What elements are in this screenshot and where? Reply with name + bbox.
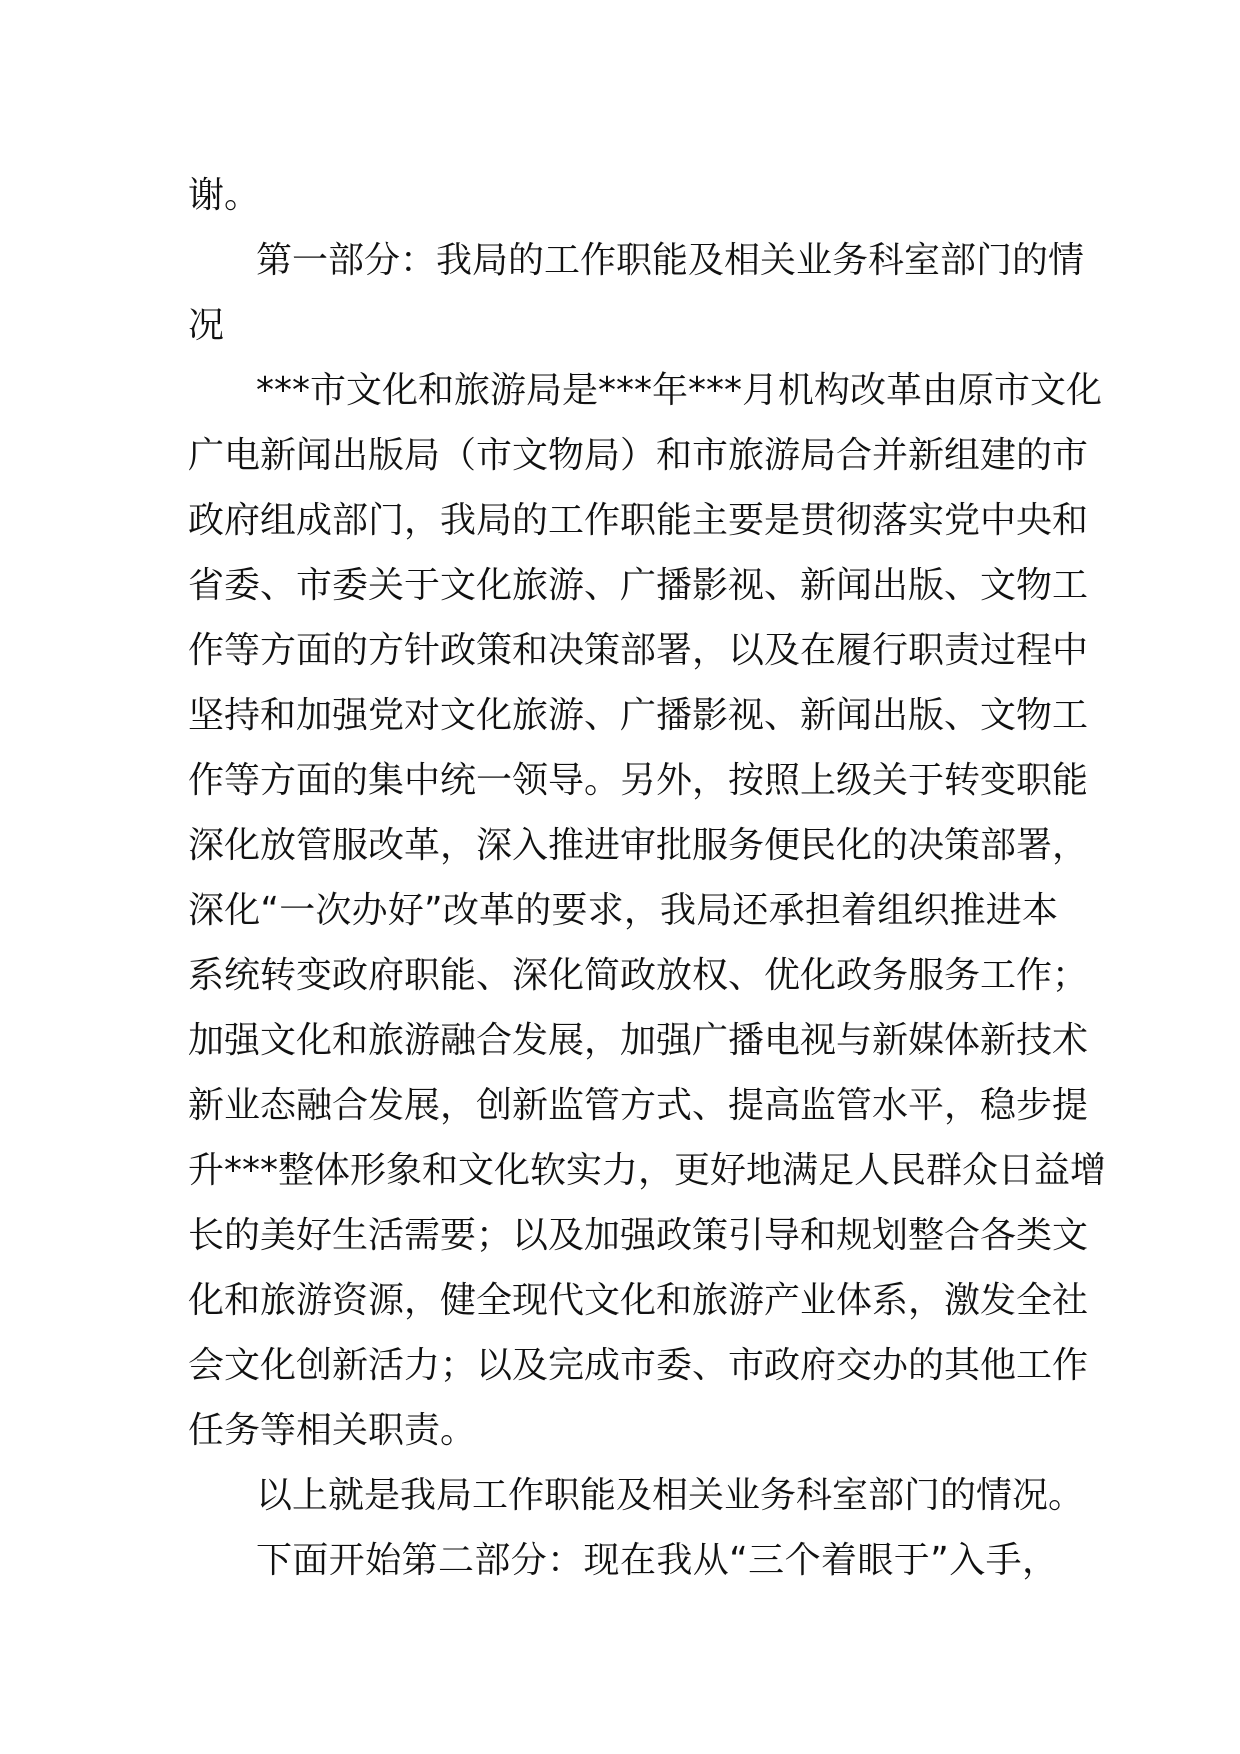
text-line: 升***整体形象和文化软实力，更好地满足人民群众日益增	[188, 1150, 1107, 1191]
text-line: 系统转变政府职能、深化简政放权、优化政务服务工作；	[188, 955, 1089, 996]
text-line: 深化“一次办好”改革的要求，我局还承担着组织推进本	[188, 890, 1058, 931]
text-line: 化和旅游资源，健全现代文化和旅游产业体系，激发全社	[188, 1280, 1089, 1321]
text-line: 下面开始第二部分：现在我从“三个着眼于”入手，	[256, 1540, 1058, 1581]
text-line: 新业态融合发展，创新监管方式、提高监管水平，稳步提	[188, 1085, 1089, 1126]
text-line: 长的美好生活需要；以及加强政策引导和规划整合各类文	[188, 1215, 1089, 1256]
text-line: 政府组成部门，我局的工作职能主要是贯彻落实党中央和	[188, 500, 1089, 541]
text-line: 坚持和加强党对文化旅游、广播影视、新闻出版、文物工	[188, 695, 1089, 736]
text-line: ***市文化和旅游局是***年***月机构改革由原市文化	[256, 370, 1103, 411]
text-line: 任务等相关职责。	[188, 1410, 477, 1451]
text-line: 况	[188, 305, 225, 346]
text-line: 广电新闻出版局（市文物局）和市旅游局合并新组建的市	[188, 435, 1089, 476]
text-line: 作等方面的集中统一领导。另外，按照上级关于转变职能	[188, 760, 1089, 801]
text-line: 会文化创新活力；以及完成市委、市政府交办的其他工作	[188, 1345, 1089, 1386]
text-line: 加强文化和旅游融合发展，加强广播电视与新媒体新技术	[188, 1020, 1089, 1061]
document-body	[188, 163, 1107, 1593]
text-line: 以上就是我局工作职能及相关业务科室部门的情况。	[256, 1475, 1085, 1516]
text-line: 作等方面的方针政策和决策部署，以及在履行职责过程中	[188, 630, 1089, 671]
text-line: 省委、市委关于文化旅游、广播影视、新闻出版、文物工	[188, 565, 1089, 606]
text-line: 第一部分：我局的工作职能及相关业务科室部门的情	[256, 240, 1085, 281]
text-line: 深化放管服改革，深入推进审批服务便民化的决策部署，	[188, 825, 1089, 866]
text-line: 谢。	[188, 175, 261, 216]
